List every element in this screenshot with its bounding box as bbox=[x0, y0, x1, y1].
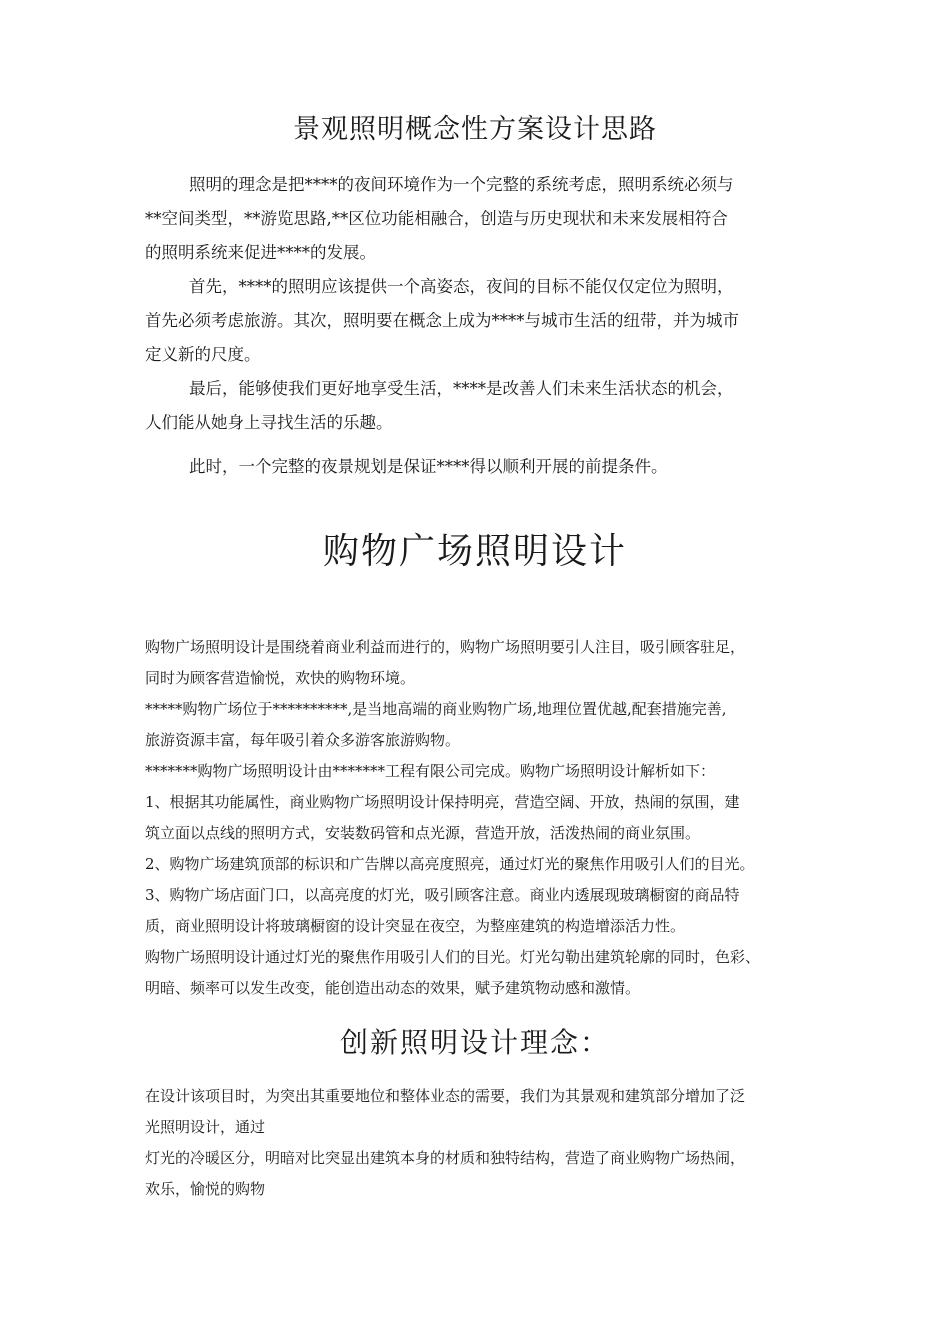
body-line: 2、购物广场建筑顶部的标识和广告牌以高亮度照亮，通过灯光的聚焦作用吸引人们的目光。 bbox=[145, 855, 755, 873]
section1-title: 景观照明概念性方案设计思路 bbox=[293, 114, 657, 145]
paragraph-line: 的照明系统来促进****的发展。 bbox=[145, 243, 376, 262]
body-line: *******购物广场照明设计由*******工程有限公司完成。购物广场照明设计解析如下： bbox=[145, 762, 716, 780]
section3-body bbox=[145, 1081, 808, 1205]
body-line: *****购物广场位于**********,是当地高端的商业购物广场,地理位置优越,配套措施完善, bbox=[145, 700, 727, 718]
section2-title: 购物广场照明设计 bbox=[322, 531, 627, 572]
body-line: 欢乐，愉悦的购物 bbox=[145, 1180, 266, 1198]
paragraph-line: 最后，能够使我们更好地享受生活，****是改善人们未来生活状态的机会， bbox=[189, 379, 734, 398]
body-line: 1、根据其功能属性，商业购物广场照明设计保持明亮，营造空阔、开放，热闹的氛围，建 bbox=[145, 793, 740, 811]
section3-title: 创新照明设计理念： bbox=[339, 1026, 610, 1059]
paragraph-line: 定义新的尺度。 bbox=[145, 345, 261, 364]
body-line: 购物广场照明设计是围绕着商业利益而进行的，购物广场照明要引人注目，吸引顾客驻足， bbox=[145, 638, 746, 656]
body-line: 质，商业照明设计将玻璃橱窗的设计突显在夜空，为整座建筑的构造增添活力性。 bbox=[145, 917, 686, 935]
section1-body bbox=[145, 168, 808, 484]
body-line: 光照明设计，通过 bbox=[145, 1118, 266, 1136]
body-line: 同时为顾客营造愉悦，欢快的购物环境。 bbox=[145, 669, 416, 687]
paragraph-line: 此时，一个完整的夜景规划是保证****得以顺利开展的前提条件。 bbox=[189, 457, 668, 476]
body-line: 在设计该项目时，为突出其重要地位和整体业态的需要，我们为其景观和建筑部分增加了泛 bbox=[145, 1087, 746, 1105]
paragraph-line: **空间类型，**游览思路,**区位功能相融合，创造与历史现状和未来发展相符合 bbox=[145, 209, 728, 228]
body-line: 筑立面以点线的照明方式，安装数码管和点光源，营造开放，活泼热闹的商业氛围。 bbox=[145, 824, 701, 842]
body-line: 明暗、频率可以发生改变，能创造出动态的效果，赋予建筑物动感和激情。 bbox=[145, 979, 641, 997]
body-line: 灯光的冷暖区分，明暗对比突显出建筑本身的材质和独特结构，营造了商业购物广场热闹， bbox=[145, 1149, 746, 1167]
paragraph-line: 首先必须考虑旅游。其次，照明要在概念上成为****与城市生活的纽带，并为城市 bbox=[145, 311, 739, 330]
body-line: 3、购物广场店面门口，以高亮度的灯光，吸引顾客注意。商业内透展现玻璃橱窗的商品特 bbox=[145, 886, 740, 904]
section2-body bbox=[145, 632, 808, 1004]
paragraph-line: 照明的理念是把****的夜间环境作为一个完整的系统考虑，照明系统必须与 bbox=[189, 175, 734, 194]
paragraph-line: 首先，****的照明应该提供一个高姿态，夜间的目标不能仅仅定位为照明， bbox=[189, 277, 734, 296]
body-line: 旅游资源丰富，每年吸引着众多游客旅游购物。 bbox=[145, 731, 461, 749]
body-line: 购物广场照明设计通过灯光的聚焦作用吸引人们的目光。灯光勾勒出建筑轮廓的同时，色彩、 bbox=[145, 948, 761, 966]
paragraph-line: 人们能从她身上寻找生活的乐趣。 bbox=[145, 413, 393, 432]
